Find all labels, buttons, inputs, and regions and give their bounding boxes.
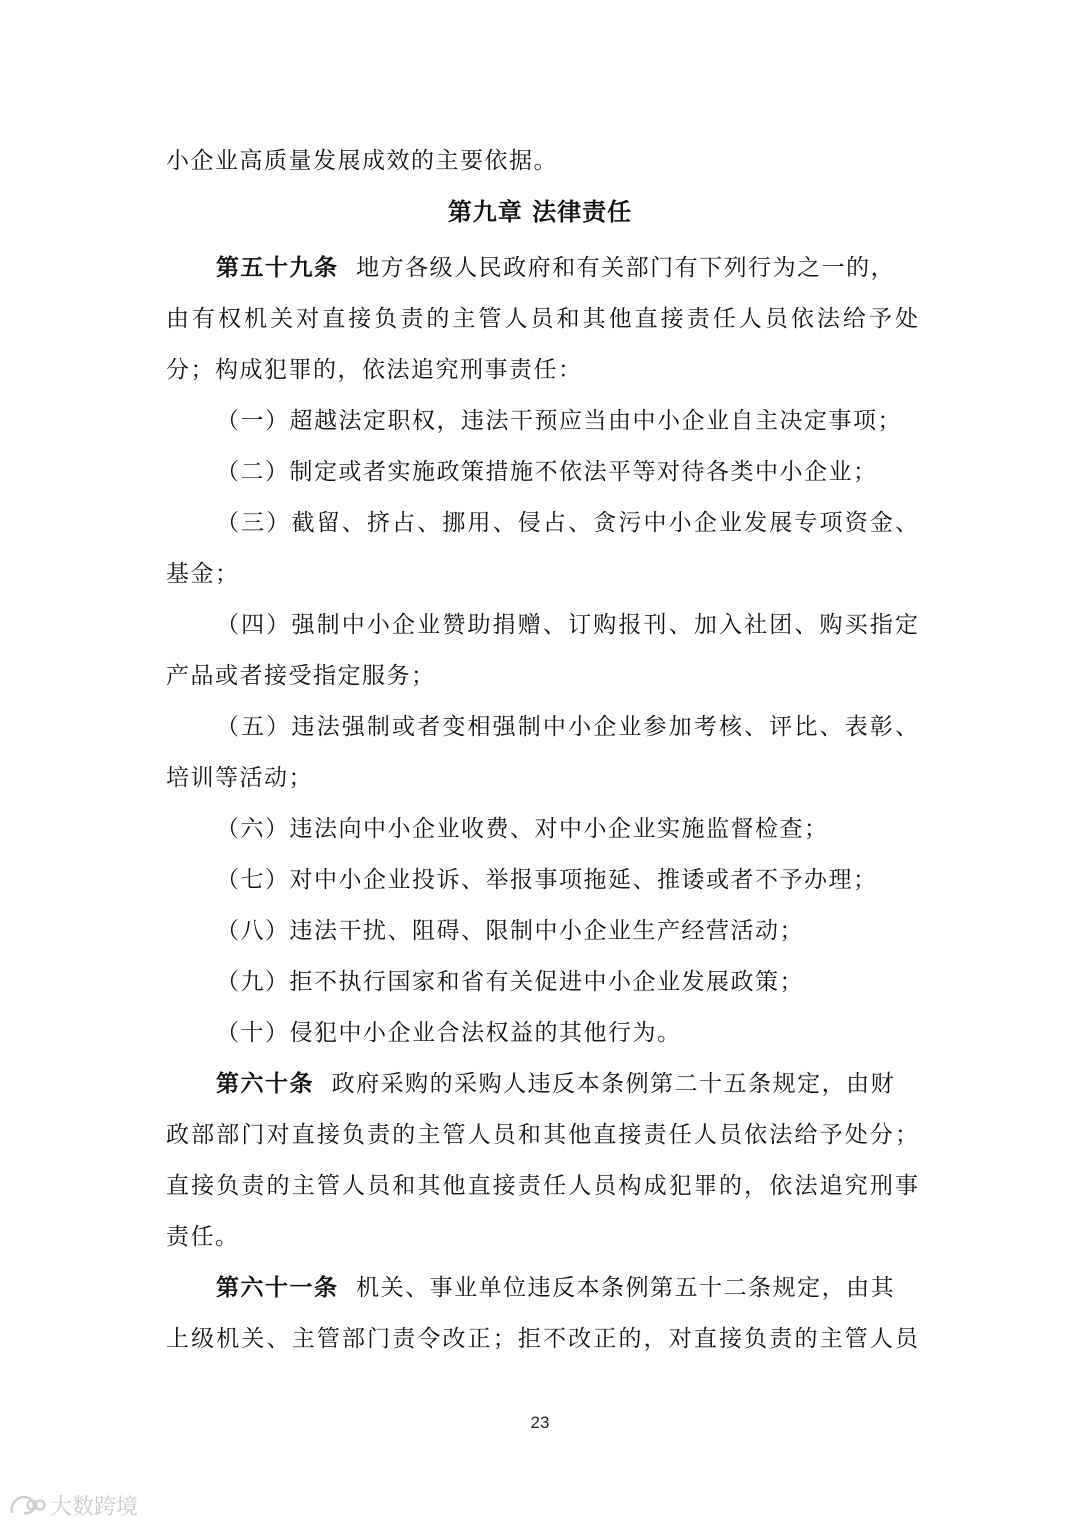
article-61-label: 第六十一条 — [216, 1275, 339, 1301]
list-item: （七）对中小企业投诉、举报事项拖延、推诿或者不予办理； — [216, 867, 878, 893]
list-item: （二）制定或者实施政策措施不依法平等对待各类中小企业； — [216, 459, 878, 485]
paragraph-line: 责任。 — [166, 1224, 240, 1250]
page-number: 23 — [530, 1413, 550, 1432]
list-item: （九）拒不执行国家和省有关促进中小企业发展政策； — [216, 969, 804, 995]
chapter-title: 第九章 法律责任 — [447, 198, 633, 226]
list-item-continuation: 培训等活动； — [166, 765, 313, 791]
paragraph-line: 分；构成犯罪的，依法追究刑事责任： — [166, 357, 583, 383]
list-item-continuation: 产品或者接受指定服务； — [166, 663, 436, 689]
list-item-continuation: 基金； — [166, 561, 240, 587]
list-item: （一）超越法定职权，违法干预应当由中小企业自主决定事项； — [216, 408, 902, 434]
list-item: （八）违法干扰、阻碍、限制中小企业生产经营活动； — [216, 918, 804, 944]
list-item: （十）侵犯中小企业合法权益的其他行为。 — [216, 1020, 682, 1046]
list-item: （三）截留、挤占、挪用、侵占、贪污中小企业发展专项资金、 — [216, 510, 918, 536]
watermark-text: 大数跨境 — [50, 1494, 139, 1520]
article-59-first-line — [216, 253, 918, 283]
list-item: （六）违法向中小企业收费、对中小企业实施监督检查； — [216, 816, 829, 842]
article-59-label: 第五十九条 — [216, 255, 339, 281]
list-item: （四）强制中小企业赞助捐赠、订购报刊、加入社团、购买指定 — [216, 612, 918, 638]
watermark-logo-icon — [8, 1491, 46, 1519]
paragraph-line: 上级机关、主管部门责令改正；拒不改正的，对直接负责的主管人员 — [166, 1326, 918, 1352]
article-59-text: 地方各级人民政府和有关部门有下列行为之一的， — [356, 255, 896, 281]
paragraph-line: 直接负责的主管人员和其他直接责任人员构成犯罪的，依法追究刑事 — [166, 1173, 918, 1199]
article-60-first-line — [216, 1069, 918, 1099]
paragraph-line: 政部部门对直接负责的主管人员和其他直接责任人员依法给予处分； — [166, 1122, 918, 1148]
watermark — [8, 1488, 138, 1522]
paragraph-line: 小企业高质量发展成效的主要依据。 — [166, 148, 558, 174]
article-60-text: 政府采购的采购人违反本条例第二十五条规定，由财 — [331, 1071, 896, 1097]
article-60-label: 第六十条 — [216, 1071, 314, 1097]
article-61-text: 机关、事业单位违反本条例第五十二条规定，由其 — [356, 1275, 896, 1301]
article-61-first-line — [216, 1273, 918, 1303]
list-item: （五）违法强制或者变相强制中小企业参加考核、评比、表彰、 — [216, 714, 918, 740]
paragraph-line: 由有权机关对直接负责的主管人员和其他直接责任人员依法给予处 — [166, 306, 918, 332]
